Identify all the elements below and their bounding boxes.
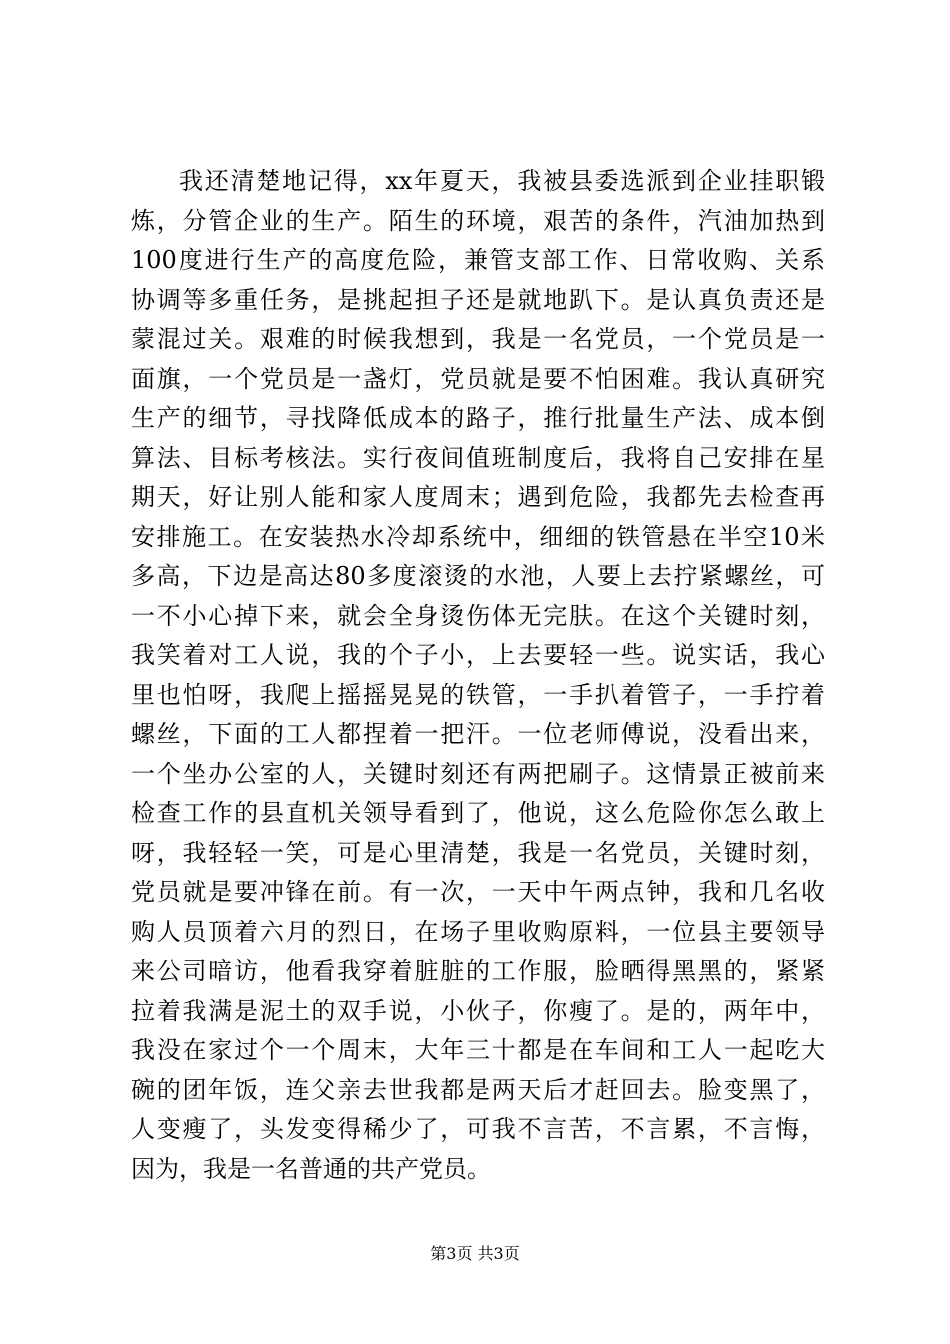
paragraph-line: 人变瘦了，头发变得稀少了，可我不言苦，不言累，不言悔， [131, 1115, 825, 1143]
paragraph-line: 期天，好让别人能和家人度周末；遇到危险，我都先去检查再 [131, 483, 825, 511]
paragraph-line: 我笑着对工人说，我的个子小，上去要轻一些。说实话，我心 [131, 641, 825, 669]
paragraph-line: 我还清楚地记得，xx年夏天，我被县委选派到企业挂职锻 [179, 167, 825, 195]
paragraph-line: 炼，分管企业的生产。陌生的环境，艰苦的条件，汽油加热到 [131, 206, 825, 235]
paragraph-line: 协调等多重任务，是挑起担子还是就地趴下。是认真负责还是 [131, 285, 825, 314]
paragraph-line: 呀，我轻轻一笑，可是心里清楚，我是一名党员，关键时刻， [131, 838, 825, 867]
paragraph-line: 来公司暗访，他看我穿着脏脏的工作服，脸晒得黑黑的，紧紧 [131, 957, 825, 985]
paragraph-line: 安排施工。在安装热水冷却系统中，细细的铁管悬在半空10米 [131, 522, 825, 551]
paragraph-line: 螺丝，下面的工人都捏着一把汗。一位老师傅说，没看出来， [131, 720, 825, 748]
paragraph-line: 购人员顶着六月的烈日，在场子里收购原料，一位县主要领导 [131, 917, 825, 946]
paragraph-line: 面旗，一个党员是一盏灯，党员就是要不怕困难。我认真研究 [131, 364, 825, 393]
paragraph-line: 一个坐办公室的人，关键时刻还有两把刷子。这情景正被前来 [131, 759, 825, 788]
page-footer: 第3页 共3页 [430, 1244, 520, 1263]
paragraph-line: 党员就是要冲锋在前。有一次，一天中午两点钟，我和几名收 [131, 878, 825, 906]
paragraph-line: 100度进行生产的高度危险，兼管支部工作、日常收购、关系 [131, 246, 825, 274]
paragraph-line: 因为，我是一名普通的共产党员。 [131, 1154, 491, 1183]
paragraph-line: 一不小心掉下来，就会全身烫伤体无完肤。在这个关键时刻， [131, 601, 825, 630]
paragraph-line: 算法、目标考核法。实行夜间值班制度后，我将自己安排在星 [131, 443, 825, 472]
paragraph-line: 碗的团年饭，连父亲去世我都是两天后才赶回去。脸变黑了， [131, 1075, 825, 1104]
paragraph-line: 生产的细节，寻找降低成本的路子，推行批量生产法、成本倒 [131, 404, 825, 432]
paragraph-line: 多高，下边是高达80多度滚烫的水池，人要上去拧紧螺丝，可 [131, 562, 825, 590]
paragraph-line: 蒙混过关。艰难的时候我想到，我是一名党员，一个党员是一 [131, 325, 825, 353]
paragraph-line: 拉着我满是泥土的双手说，小伙子，你瘦了。是的，两年中， [131, 996, 825, 1025]
paragraph-line: 检查工作的县直机关领导看到了，他说，这么危险你怎么敢上 [131, 799, 825, 827]
paragraph-line: 我没在家过个一个周末，大年三十都是在车间和工人一起吃大 [131, 1036, 825, 1064]
body-paragraph [131, 162, 825, 1189]
paragraph-line: 里也怕呀，我爬上摇摇晃晃的铁管，一手扒着管子，一手拧着 [131, 680, 825, 709]
